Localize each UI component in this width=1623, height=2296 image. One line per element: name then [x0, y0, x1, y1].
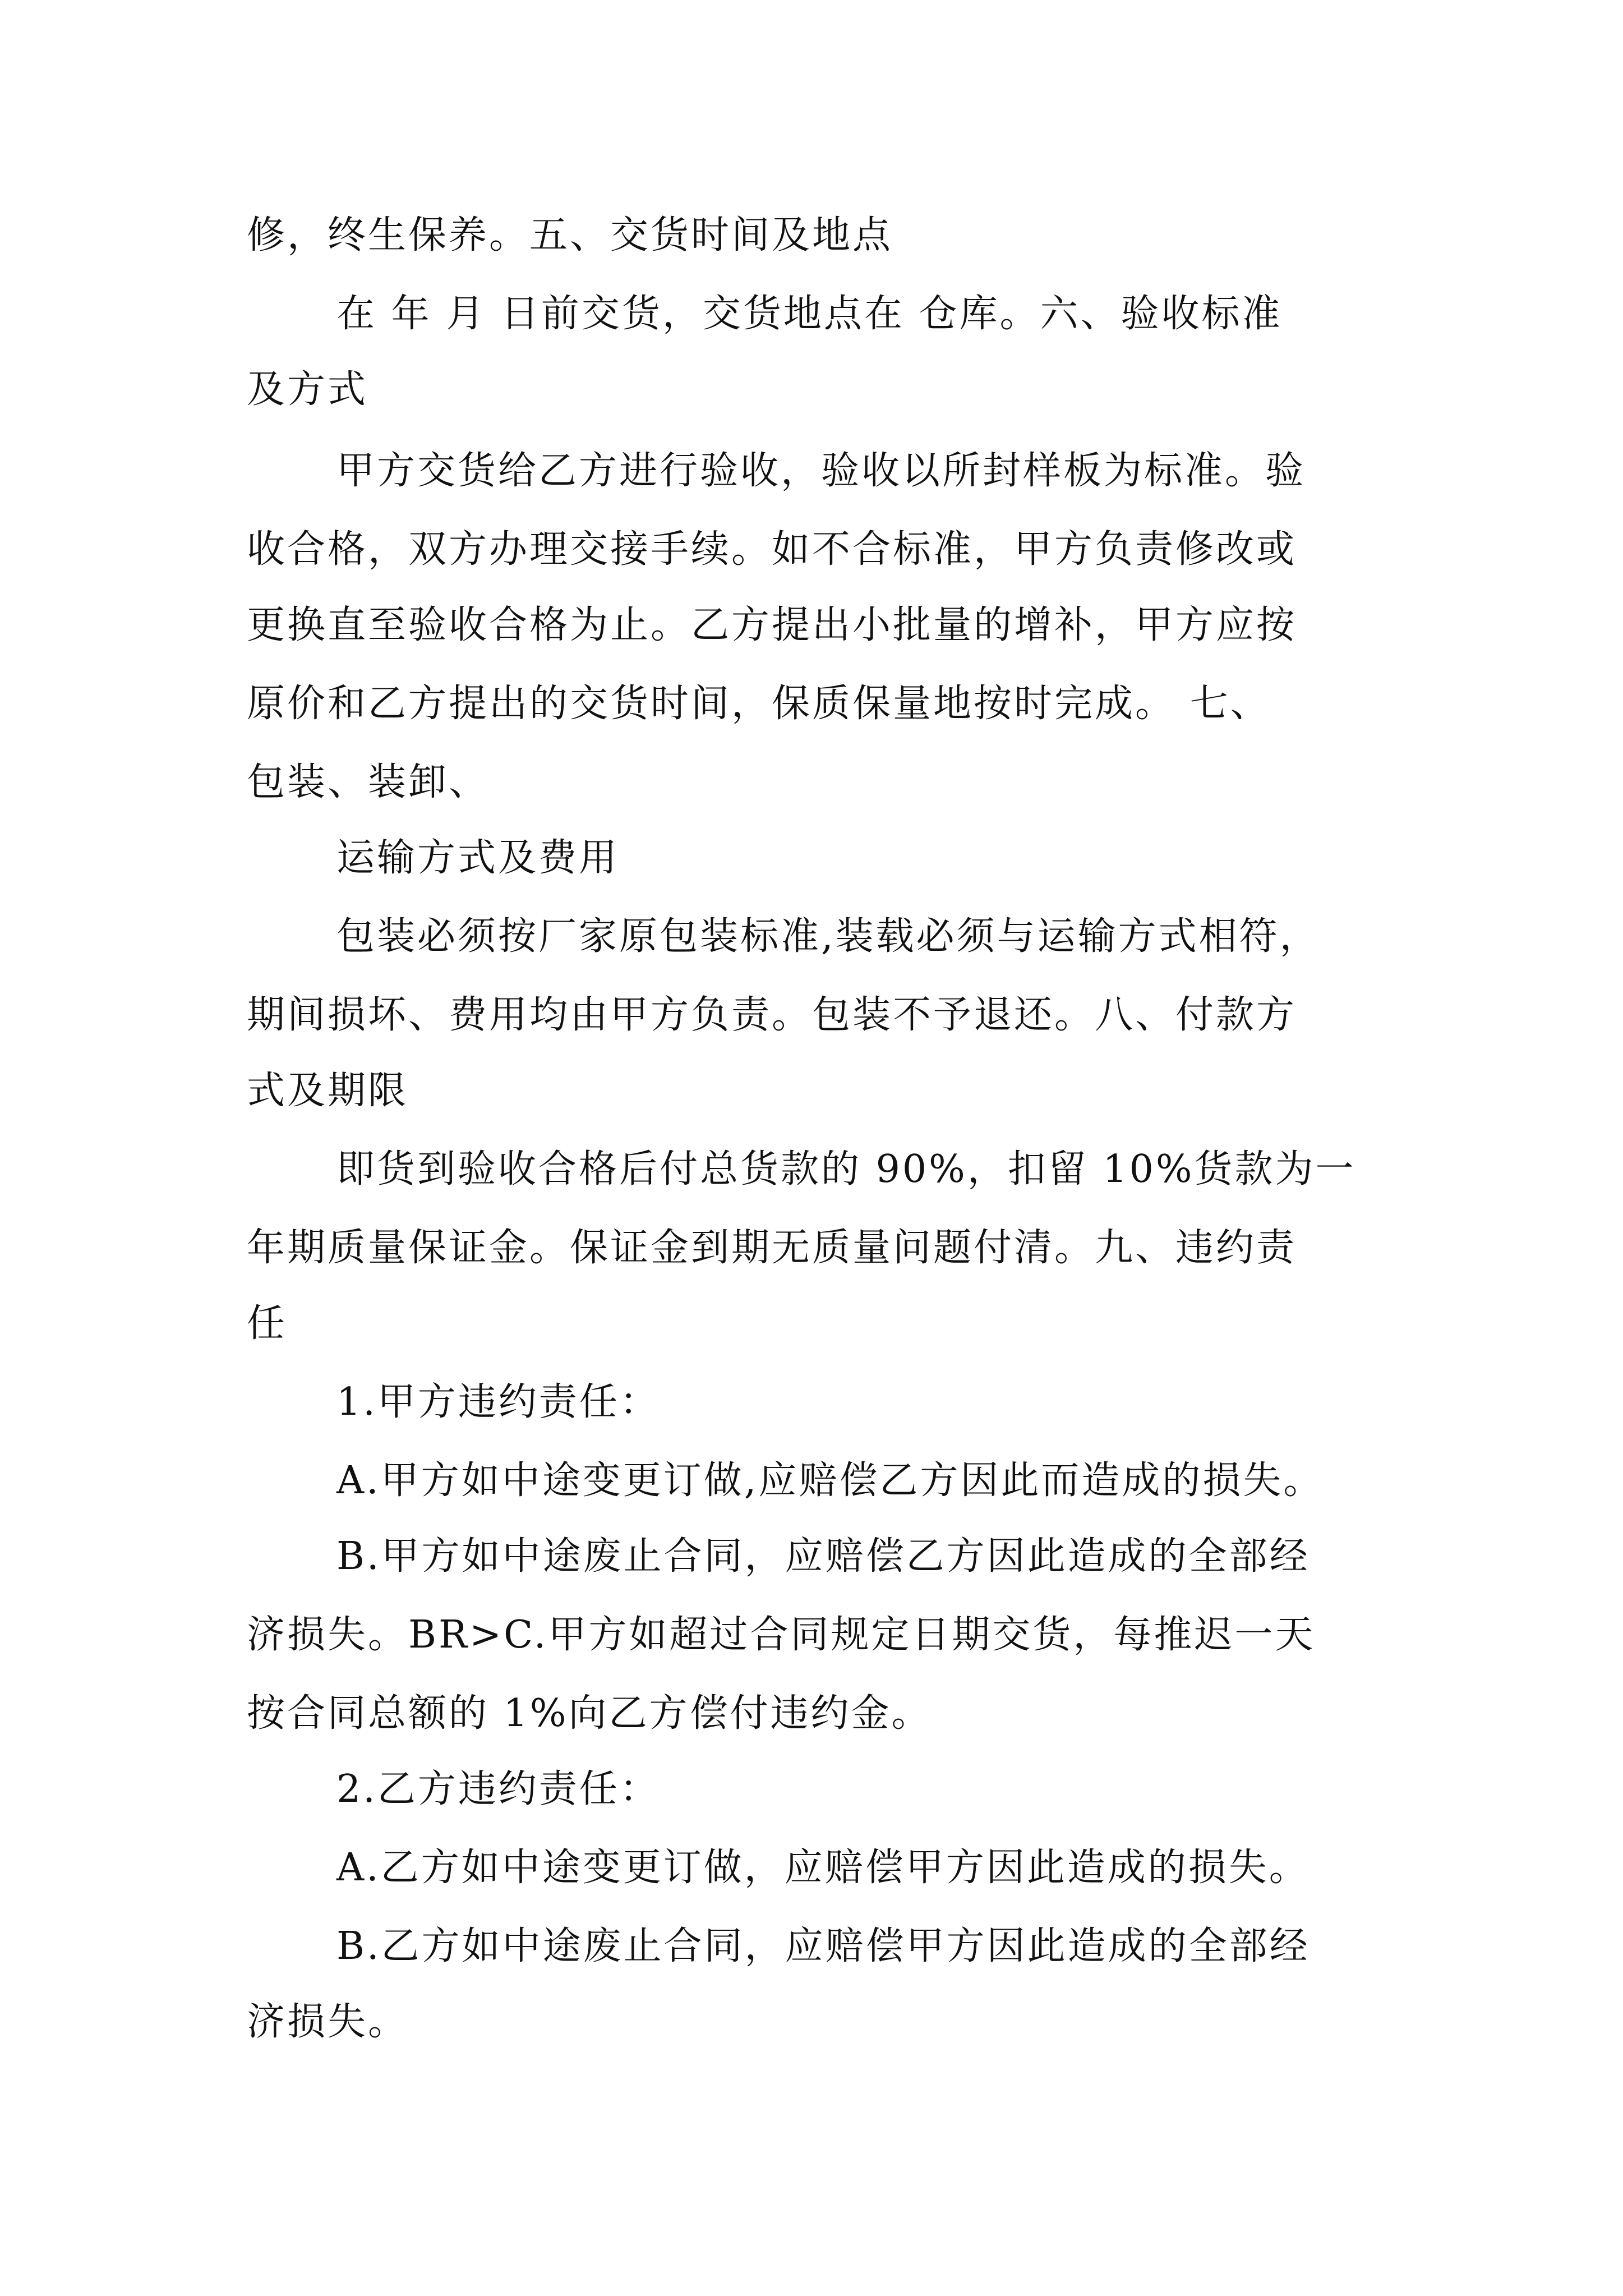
text-line: 收合格，双方办理交接手续。如不合标准，甲方负责修改或 — [247, 527, 1297, 572]
text-line: 甲方交货给乙方进行验收，验收以所封样板为标准。验 — [336, 449, 1306, 493]
text-line: A.甲方如中途变更订做,应赔偿乙方因此而造成的损失。 — [336, 1458, 1324, 1503]
text-line: 式及期限 — [247, 1069, 409, 1113]
text-line: 1.甲方违约责任： — [336, 1380, 660, 1424]
text-line: 济损失。BR>C.甲方如超过合同规定日期交货，每推迟一天 — [247, 1613, 1316, 1657]
text-line: A.乙方如中途变更订做，应赔偿甲方因此造成的损失。 — [336, 1846, 1310, 1890]
text-line: 包装必须按厂家原包装标准,装载必须与运输方式相符， — [336, 914, 1320, 959]
text-line: 期间损坏、费用均由甲方负责。包装不予退还。八、付款方 — [247, 993, 1297, 1037]
text-line: 即货到验收合格后付总货款的 90%，扣留 10%货款为一 — [336, 1147, 1356, 1191]
text-line: 按合同总额的 1%向乙方偿付违约金。 — [247, 1691, 932, 1736]
text-line: 济损失。 — [247, 2000, 409, 2044]
text-line: 更换直至验收合格为止。乙方提出小批量的增补，甲方应按 — [247, 603, 1297, 647]
text-line: 修，终生保养。五、交货时间及地点 — [247, 213, 893, 257]
text-line: 运输方式及费用 — [336, 836, 620, 880]
text-line: 任 — [247, 1301, 288, 1346]
text-line: 2.乙方违约责任： — [336, 1767, 660, 1811]
text-line: B.甲方如中途废止合同，应赔偿乙方因此造成的全部经 — [336, 1534, 1310, 1579]
text-line: 年期质量保证金。保证金到期无质量问题付清。九、违约责 — [247, 1226, 1297, 1270]
text-line: 包装、装卸、 — [247, 760, 490, 804]
text-line: 在 年 月 日前交货，交货地点在 仓库。六、验收标准 — [336, 292, 1283, 336]
text-line: B.乙方如中途废止合同，应赔偿甲方因此造成的全部经 — [336, 1924, 1310, 1968]
text-line: 原价和乙方提出的交货时间，保质保量地按时完成。 七、 — [247, 682, 1271, 726]
text-line: 及方式 — [247, 367, 368, 412]
